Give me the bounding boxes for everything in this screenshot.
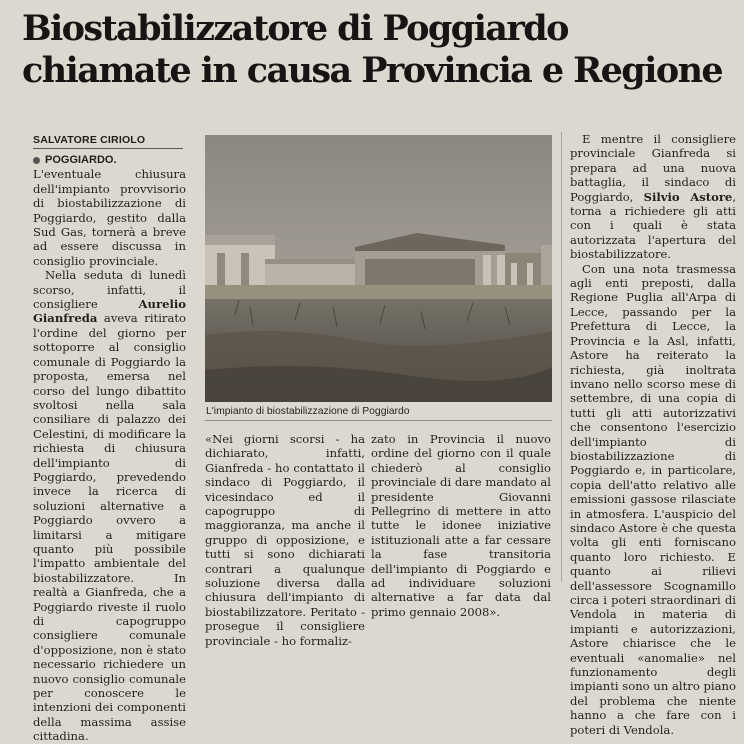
headline-line-1: Biostabilizzatore di Poggiardo [22,8,568,49]
lead-text: L'eventuale chiusura dell'impianto provvisorio di biostabilizzazione di Poggiardo, gestito dalla Sud Gas, tornerà a breve ad essere discussa in consiglio provinciale. [33,167,186,268]
byline: SALVATORE CIRIOLO [33,134,183,149]
column-3 [371,432,551,619]
text-run: Nella seduta di lunedì scorso, infatti, il consigliere [33,268,186,312]
paragraph-quote: «Nei giorni scorsi - ha dichiarato, infatti, Gianfreda - ho contattato il sindaco di Poggiardo, il vicesindaco ed il capogruppo di maggioranza, ma anche il gruppo di opposizione, e tutti si sono dichiarati contrari a qualunque soluzione diversa dalla chiusura dell'impianto di biostabilizzatore. Peritato - prosegue il consigliere provinciale - ho formaliz- [205,432,365,648]
caption-rule [205,420,552,421]
person-name: Aurelio Gianfreda [33,297,186,326]
headline-line-2: chiamate in causa Provincia e Regione [22,50,723,91]
bullet-icon [33,157,40,164]
column-2 [205,432,365,648]
paragraph-4-1 [570,132,736,262]
headline [22,8,742,92]
photo-biostabilization-plant [205,135,552,402]
column-1 [33,152,186,744]
person-name: Silvio Astore [643,189,733,204]
paragraph-2 [33,268,186,743]
paragraph-lead [33,152,186,268]
column-divider [561,132,562,582]
dateline: POGGIARDO. [45,154,117,166]
paragraph-quote-continued: zato in Provincia il nuovo ordine del giorno con il quale chiederò al consiglio provinciale di dare mandato al presidente Giovanni Pellegrino di mettere in atto tutte le idonee iniziative istituzionali atte a far cessare la fase transitoria dell'impianto di Poggiardo e ad individuare soluzioni alternative a far data dal primo gennaio 2008». [371,432,551,619]
text-run: aveva ritirato l'ordine del giorno per sottoporre al consiglio comunale di Poggiardo la proposta, emersa nel corso del lungo dibattito svoltosi nella sala consiliare di palazzo dei Celestini, di modificare la richiesta di chiusura dell'impianto di Poggiardo, prevedendo invece la ricerca di soluzioni alternative a Poggiardo ovvero a limitarsi a mitigare quanto più possibile l'impatto ambientale del biostabilizzatore. In realtà a Gianfreda, che a Poggiardo riveste il ruolo di capogruppo consigliere comunale d'opposizione, non è stato necessario richiedere un nuovo consiglio comunale per conoscere le intenzioni dei componenti della massima assise cittadina. [33,311,186,744]
text-run: , torna a richiedere gli atti con i quali è stata autorizzata l'apertura del biostabilizzatore. [570,189,736,262]
paragraph-4-2: Con una nota trasmessa agli enti preposti, dalla Regione Puglia all'Arpa di Lecce, passando per la Prefettura di Lecce, la Provincia e la Asl, infatti, Astore ha reiterato la richiesta, già inoltrata invano nello scorso mese di settembre, di una copia di tutti gli atti autorizzativi che consentono l'esercizio dell'impianto di biostabilizzazione di Poggiardo e, in particolare, copia dell'atto relativo alle emissioni gassose rilasciate in atmosfera. L'auspicio del sindaco Astore è che questa volta gli enti forniscano quanto loro richiesto. E quanto ai rilievi dell'assessore Scognamillo circa i poteri straordinari di Vendola in materia di impianti e autorizzazioni, Astore chiarisce che le eventuali «anomalie» nel funzionamento degli impianti sono un altro piano del problema che niente hanno a che fare con i poteri di Vendola. [570,261,736,737]
photo-caption: L'impianto di biostabilizzazione di Poggiardo [206,406,410,417]
text-run: E mentre il consigliere provinciale Gianfreda si prepara ad una nuova battaglia, il sindaco di Poggiardo, [570,132,736,204]
column-4 [570,132,736,737]
